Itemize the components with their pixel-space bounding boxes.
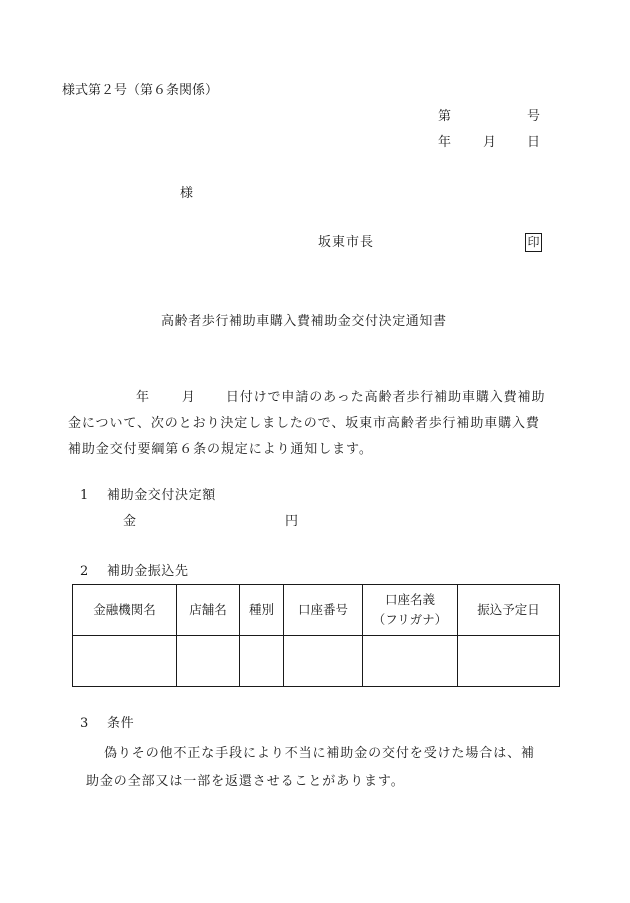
bank-transfer-table: [72, 584, 560, 687]
section-3-heading: 条件: [107, 716, 135, 731]
document-title: 高齢者歩行補助車購入費補助金交付決定通知書: [161, 314, 447, 329]
intro-line-2: 金について、次のとおり決定しましたので、坂東市高齢者歩行補助車購入費: [68, 416, 540, 431]
intro-line-3: 補助金交付要綱第６条の規定により通知します。: [68, 442, 373, 457]
amount-yen: 円: [285, 514, 299, 529]
col-account-holder: [363, 585, 458, 636]
col-account-number: 口座番号: [284, 585, 363, 636]
condition-line-1: 偽りその他不正な手段により不当に補助金の交付を受けた場合は、補: [104, 746, 535, 761]
date-day: 日: [527, 135, 541, 150]
doc-number-go: 号: [527, 109, 541, 124]
date-year: 年: [438, 135, 452, 150]
seal-mark: 印: [525, 233, 542, 252]
cell-account-type[interactable]: [240, 636, 284, 687]
col-transfer-date: 振込予定日: [458, 585, 560, 636]
issuer-name: 坂東市長: [318, 235, 375, 250]
form-label: 様式第２号（第６条関係）: [62, 83, 219, 98]
col-account-holder-kana: （フリガナ）: [372, 612, 448, 627]
cell-bank-name[interactable]: [73, 636, 177, 687]
intro-year: 年: [136, 390, 150, 405]
intro-line-1: [88, 385, 576, 411]
col-bank-name: 金融機関名: [73, 585, 177, 636]
intro-line-1-rest: 日付けで申請のあった高齢者歩行補助車購入費補助: [225, 390, 546, 405]
recipient-sama: 様: [180, 186, 194, 201]
table-row: [73, 636, 560, 687]
section-3-number: 3: [80, 716, 89, 731]
col-account-holder-label: 口座名義: [384, 592, 435, 607]
cell-transfer-date[interactable]: [458, 636, 560, 687]
amount-kin: 金: [123, 514, 137, 529]
section-1-number: 1: [80, 488, 89, 503]
cell-account-number[interactable]: [284, 636, 363, 687]
table-header-row: [73, 585, 560, 636]
intro-paragraph: [68, 385, 576, 463]
condition-line-2: 助金の全部又は一部を返還させることがあります。: [86, 774, 405, 789]
section-2-heading: 補助金振込先: [107, 564, 189, 579]
col-account-type: 種別: [240, 585, 284, 636]
col-branch-name: 店舗名: [177, 585, 240, 636]
cell-account-holder[interactable]: [363, 636, 458, 687]
cell-branch-name[interactable]: [177, 636, 240, 687]
section-2-number: 2: [80, 564, 89, 579]
doc-number-dai: 第: [438, 109, 452, 124]
intro-month: 月: [181, 390, 196, 405]
section-1-heading: 補助金交付決定額: [107, 488, 216, 503]
date-month: 月: [483, 135, 497, 150]
condition-paragraph: [88, 740, 578, 796]
